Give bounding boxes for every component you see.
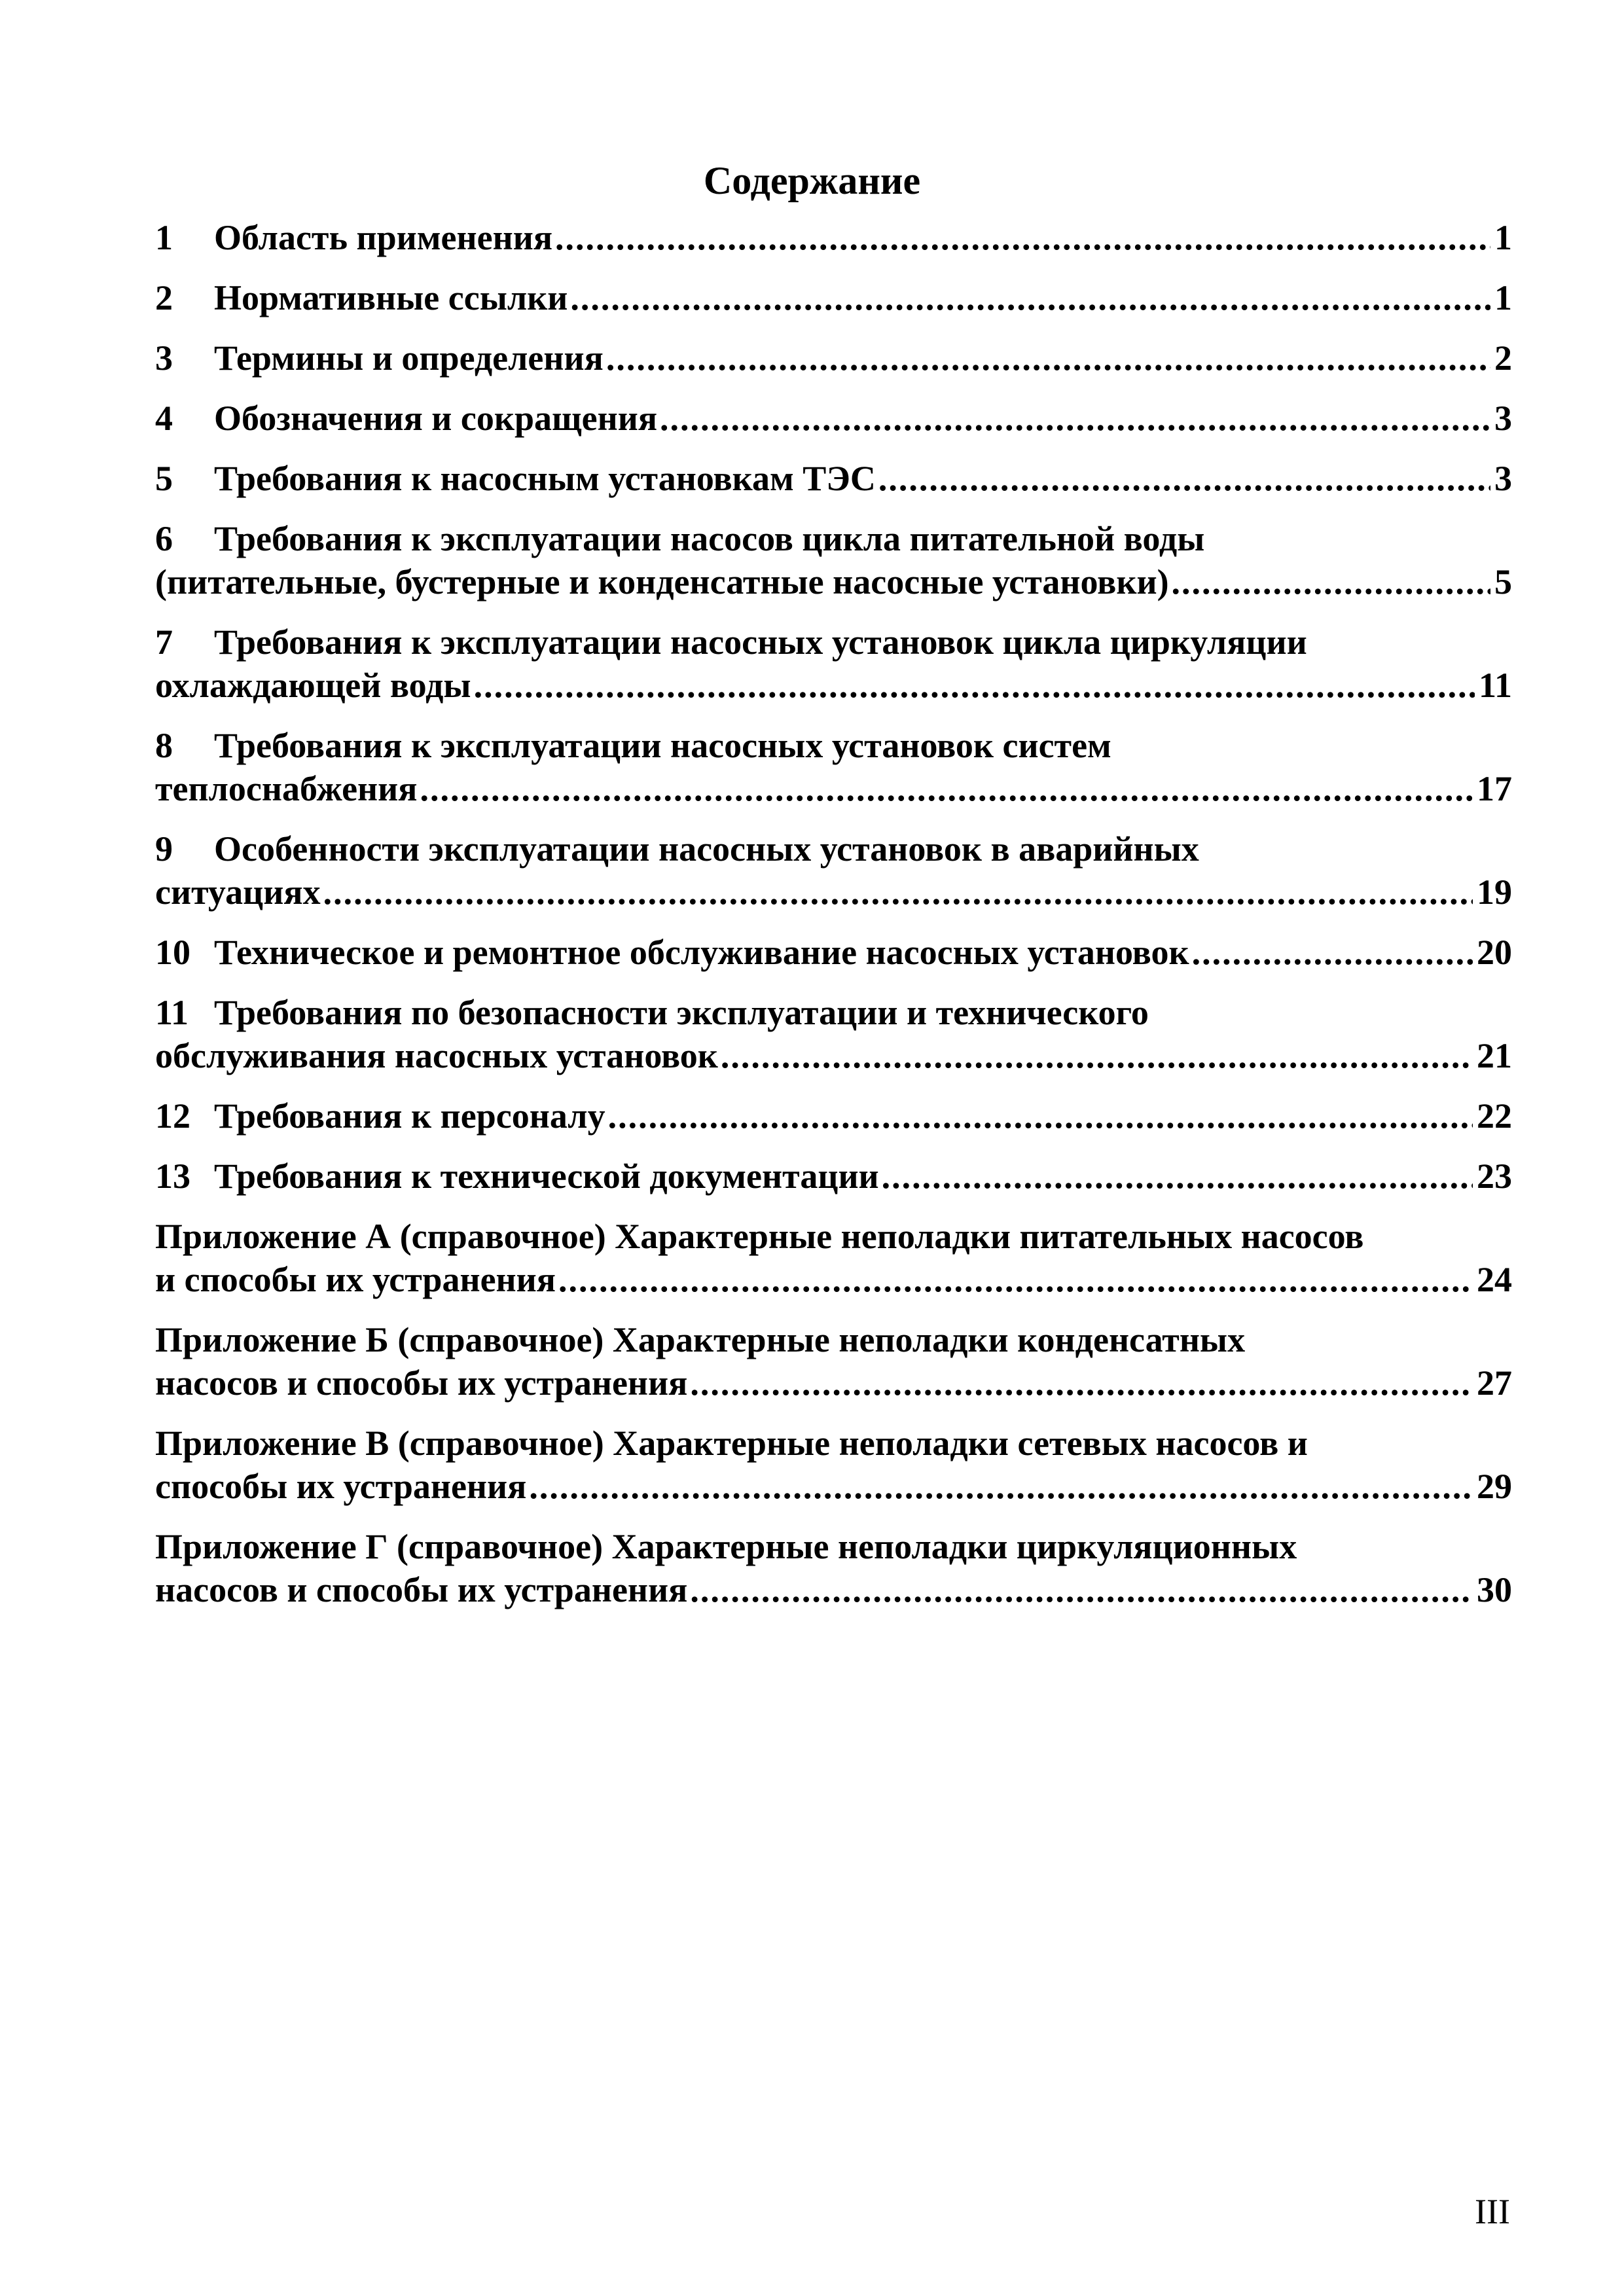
toc-entry[interactable] [155, 1094, 1512, 1138]
toc-entry-page: 1 [1494, 278, 1512, 317]
dot-leader [690, 1568, 1473, 1611]
toc-entry-number: 2 [155, 278, 173, 317]
dot-leader [570, 276, 1490, 319]
toc-entry[interactable] [155, 457, 1512, 500]
toc-entry-number: 9 [155, 829, 173, 869]
toc-entry[interactable] [155, 931, 1512, 974]
toc-entry-page: 22 [1477, 1096, 1512, 1136]
toc-entry[interactable] [155, 827, 1512, 914]
dot-leader [606, 336, 1490, 380]
toc-entry-number: 3 [155, 338, 173, 378]
toc-entry[interactable] [155, 276, 1512, 319]
toc-entry-page: 30 [1477, 1570, 1512, 1609]
toc-entry-page: 24 [1477, 1260, 1512, 1299]
toc-entry-page: 5 [1494, 562, 1512, 601]
toc-entry-page: 17 [1477, 769, 1512, 808]
toc-entry-title: Требования к технической документации [214, 1157, 879, 1196]
toc-entry-page: 27 [1477, 1363, 1512, 1403]
toc-entry-title-line: Приложение Б (справочное) Характерные неполадки конденсатных [155, 1320, 1246, 1359]
toc-entry-page: 11 [1478, 666, 1512, 705]
toc-entry-title: охлаждающей воды [155, 666, 471, 705]
toc-entry-number: 11 [155, 993, 189, 1032]
toc-entry-title: Техническое и ремонтное обслуживание насосных установок [214, 933, 1189, 972]
toc-entry-page: 3 [1494, 459, 1512, 498]
toc-entry-title: (питательные, бустерные и конденсатные насосные установки) [155, 562, 1169, 601]
toc-entry-number: 5 [155, 459, 173, 498]
toc-entry[interactable] [155, 1215, 1512, 1301]
toc-entry-title: насосов и способы их устранения [155, 1363, 688, 1403]
toc-entry-page: 23 [1477, 1157, 1512, 1196]
toc-entry-title: способы их устранения [155, 1467, 527, 1506]
toc-entry-page: 21 [1477, 1036, 1512, 1075]
toc-entry-page: 20 [1477, 933, 1512, 972]
dot-leader [1192, 931, 1473, 974]
toc-entry-title: Требования к персоналу [214, 1096, 605, 1136]
page-number: III [1475, 2192, 1510, 2231]
toc-entry-page: 19 [1477, 872, 1512, 912]
toc-entry-title: Термины и определения [214, 338, 604, 378]
dot-leader [474, 664, 1475, 707]
toc-entry-number: 1 [155, 218, 173, 257]
toc-entry[interactable] [155, 620, 1512, 707]
page-title: Содержание [703, 159, 921, 202]
dot-leader [529, 1465, 1473, 1508]
toc-entry-number: 8 [155, 726, 173, 765]
toc-entry[interactable] [155, 216, 1512, 259]
dot-leader [882, 1155, 1473, 1198]
dot-leader [1172, 560, 1490, 603]
toc-entry-title: обслуживания насосных установок [155, 1036, 718, 1075]
toc-entry-title: теплоснабжения [155, 769, 418, 808]
toc-entry-number: 10 [155, 933, 190, 972]
dot-leader [660, 397, 1490, 440]
toc-entry-title: ситуациях [155, 872, 321, 912]
toc-entry-title: Обозначения и сокращения [214, 399, 658, 438]
dot-leader [878, 457, 1490, 500]
toc-entry[interactable] [155, 517, 1512, 603]
toc-entry-title-line: Требования к эксплуатации насосов цикла питательной воды [214, 519, 1205, 558]
toc-entry-title-line: Приложение В (справочное) Характерные неполадки сетевых насосов и [155, 1424, 1308, 1463]
toc-entry-number: 6 [155, 519, 173, 558]
dot-leader [721, 1034, 1473, 1077]
toc-entry-title-line: Приложение Г (справочное) Характерные неполадки циркуляционных [155, 1527, 1297, 1566]
toc-entry-title-line: Особенности эксплуатации насосных установок в аварийных [214, 829, 1199, 869]
toc-entry-title: Нормативные ссылки [214, 278, 568, 317]
toc-entry[interactable] [155, 724, 1512, 810]
toc-entry-number: 7 [155, 622, 173, 662]
toc-entry-title-line: Требования к эксплуатации насосных установок цикла циркуляции [214, 622, 1307, 662]
toc-entry-page: 29 [1477, 1467, 1512, 1506]
toc-entry[interactable] [155, 1318, 1512, 1405]
dot-leader [558, 1258, 1473, 1301]
toc-entry-number: 4 [155, 399, 173, 438]
toc-entry-title-line: Требования к эксплуатации насосных установок систем [214, 726, 1111, 765]
dot-leader [690, 1361, 1473, 1405]
toc-entry-page: 2 [1494, 338, 1512, 378]
toc-entry[interactable] [155, 1422, 1512, 1508]
toc-entry[interactable] [155, 397, 1512, 440]
toc-entry[interactable] [155, 336, 1512, 380]
dot-leader [323, 870, 1473, 914]
toc-entry-page: 3 [1494, 399, 1512, 438]
toc-entry-title: Требования к насосным установкам ТЭС [214, 459, 876, 498]
toc-entry[interactable] [155, 1525, 1512, 1611]
toc-entry-title: насосов и способы их устранения [155, 1570, 688, 1609]
toc-entry-number: 12 [155, 1096, 190, 1136]
toc-entry-title: Область применения [214, 218, 553, 257]
table-of-contents [155, 216, 1512, 1628]
toc-entry[interactable] [155, 1155, 1512, 1198]
toc-entry-title: и способы их устранения [155, 1260, 556, 1299]
dot-leader [608, 1094, 1473, 1138]
toc-entry-title-line: Требования по безопасности эксплуатации и технического [214, 993, 1149, 1032]
toc-entry-page: 1 [1494, 218, 1512, 257]
dot-leader [555, 216, 1490, 259]
toc-entry-number: 13 [155, 1157, 190, 1196]
dot-leader [420, 767, 1473, 810]
toc-entry[interactable] [155, 991, 1512, 1077]
toc-entry-title-line: Приложение А (справочное) Характерные неполадки питательных насосов [155, 1217, 1364, 1256]
